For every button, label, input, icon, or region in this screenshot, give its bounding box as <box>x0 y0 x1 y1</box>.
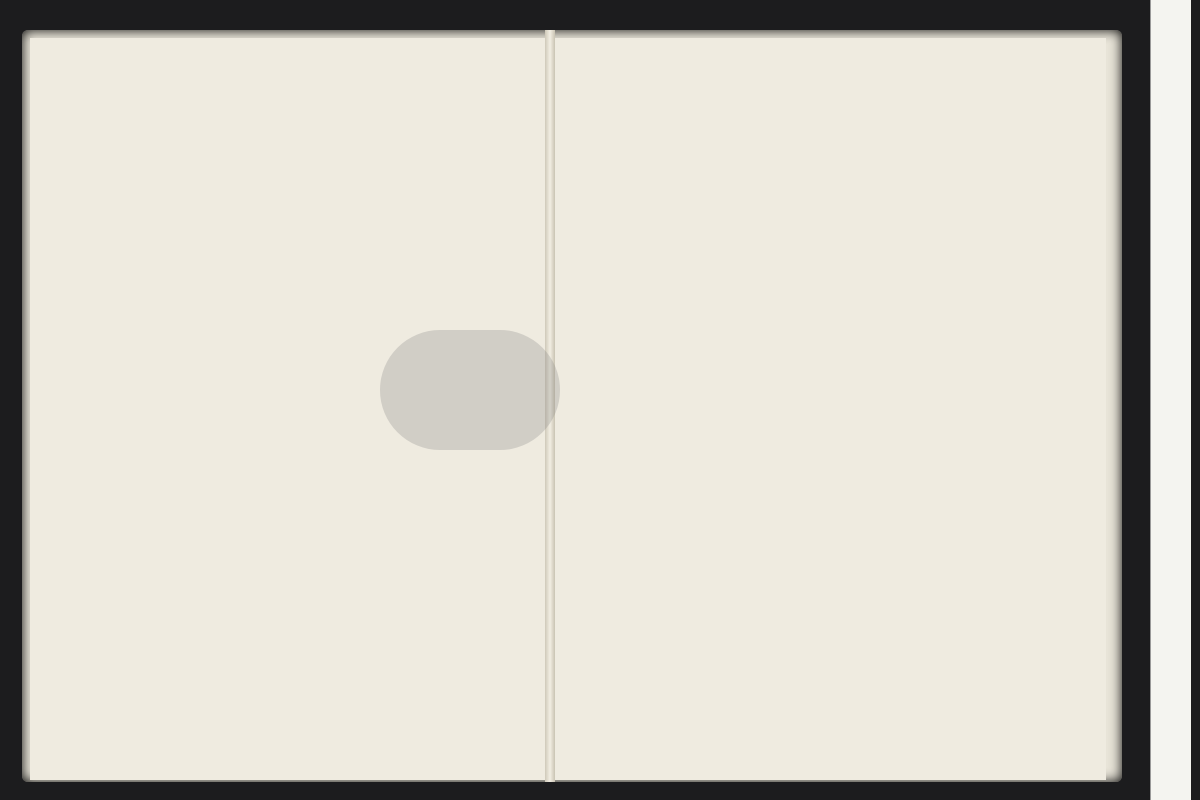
blank-staff <box>78 600 546 638</box>
music-staff <box>588 272 1060 310</box>
music-staff <box>588 528 1060 566</box>
blank-staff <box>78 432 546 470</box>
measurement-ruler <box>1150 0 1191 800</box>
music-staff <box>78 180 546 218</box>
right-page <box>568 38 1106 780</box>
blank-staff <box>78 516 546 554</box>
music-staff <box>588 188 1060 226</box>
music-staff <box>588 442 1060 480</box>
music-staff <box>646 104 1060 142</box>
music-staff <box>588 614 850 652</box>
music-staff <box>78 262 546 300</box>
music-staff <box>78 96 546 134</box>
music-staff <box>588 358 1060 396</box>
music-staff <box>78 346 546 384</box>
